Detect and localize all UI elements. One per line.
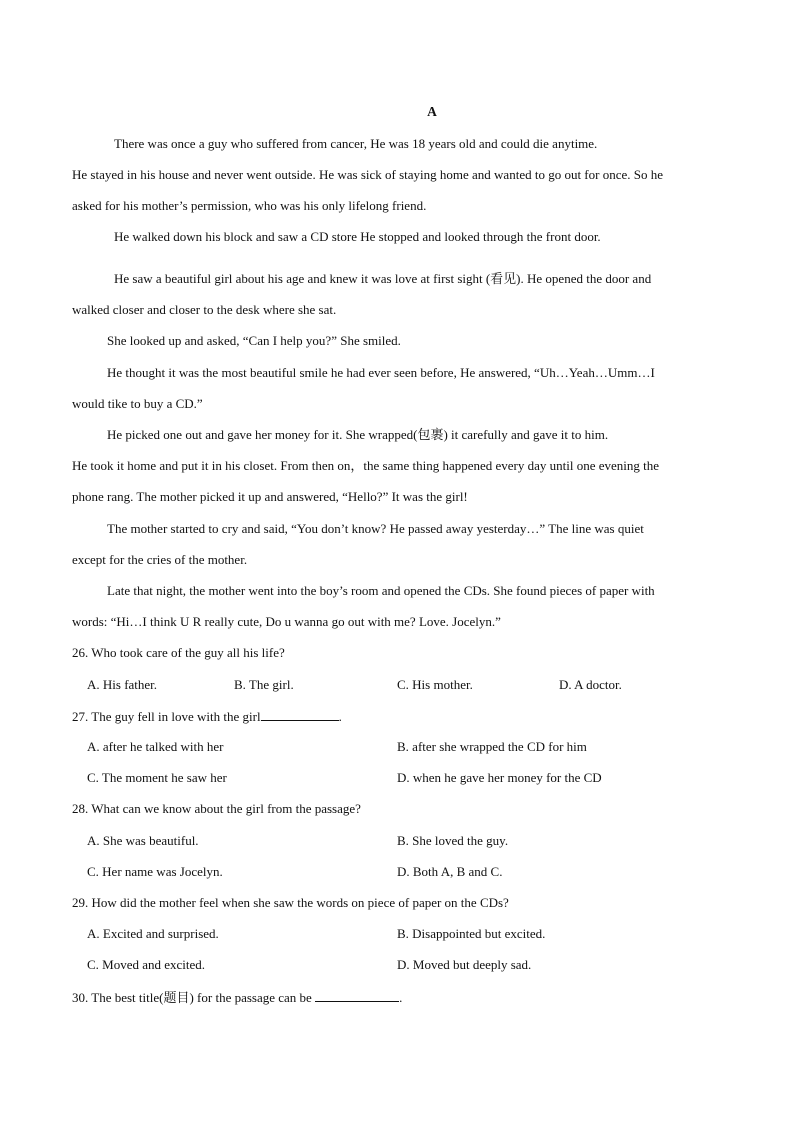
answer-blank[interactable]	[315, 989, 399, 1002]
passage-line: He saw a beautiful girl about his age and knew it was love at first sight (看见). He opened the door and	[114, 271, 652, 286]
passage-line: He walked down his block and saw a CD store He stopped and looked through the front door.	[114, 229, 601, 244]
option-d: D. when he gave her money for the CD	[397, 770, 602, 785]
option-a: A. after he talked with her	[87, 739, 224, 754]
question-stem: 29. How did the mother feel when she saw the words on piece of paper on the CDs?	[72, 895, 509, 910]
option-a: A. Excited and surprised.	[87, 926, 219, 941]
option-b: B. The girl.	[234, 677, 294, 692]
question-stem: 26. Who took care of the guy all his life?	[72, 645, 285, 660]
option-d: D. Moved but deeply sad.	[397, 957, 532, 972]
passage-line: asked for his mother’s permission, who was his only lifelong friend.	[72, 198, 427, 213]
passage-line: He picked one out and gave her money for it. She wrapped(包裹) it carefully and gave it to him.	[107, 427, 609, 442]
passage-line: words: “Hi…I think U R really cute, Do u wanna go out with me? Love. Jocelyn.”	[72, 614, 501, 629]
passage-line: would tike to buy a CD.”	[72, 396, 203, 411]
option-a: A. She was beautiful.	[87, 833, 199, 848]
passage-line: There was once a guy who suffered from cancer, He was 18 years old and could die anytime.	[114, 136, 598, 151]
passage-line: She looked up and asked, “Can I help you?” She smiled.	[107, 333, 401, 348]
passage-line: walked closer and closer to the desk where she sat.	[72, 302, 337, 317]
passage-line: Late that night, the mother went into the boy’s room and opened the CDs. She found pieces of paper with	[107, 583, 655, 598]
option-b: B. She loved the guy.	[397, 833, 509, 848]
passage-line: phone rang. The mother picked it up and answered, “Hello?” It was the girl!	[72, 489, 468, 504]
passage-heading: A	[427, 104, 437, 119]
question-stem: 28. What can we know about the girl from the passage?	[72, 801, 361, 816]
option-a: A. His father.	[87, 677, 158, 692]
option-b: B. Disappointed but excited.	[397, 926, 546, 941]
passage-line: The mother started to cry and said, “You don’t know? He passed away yesterday…” The line was quiet	[107, 521, 644, 536]
question-stem: 30. The best title(题目) for the passage can be	[72, 990, 312, 1005]
option-b: B. after she wrapped the CD for him	[397, 739, 587, 754]
question-stem-end: .	[399, 990, 403, 1005]
question-stem-end: .	[338, 709, 342, 724]
option-d: D. A doctor.	[559, 677, 622, 692]
option-c: C. Moved and excited.	[87, 957, 206, 972]
question-stem-row	[72, 708, 342, 725]
answer-blank[interactable]	[261, 708, 339, 721]
passage-line: He thought it was the most beautiful smile he had ever seen before, He answered, “Uh…Yeah…Umm…I	[107, 365, 655, 380]
question-stem: 27. The guy fell in love with the girl	[72, 709, 261, 724]
option-c: C. Her name was Jocelyn.	[87, 864, 223, 879]
passage-line: He stayed in his house and never went outside. He was sick of staying home and wanted to go out for once. So he	[72, 167, 664, 182]
passage-line: He took it home and put it in his closet. From then on，the same thing happened every day until one evening the	[72, 458, 660, 473]
option-c: C. His mother.	[397, 677, 473, 692]
question-stem-row	[72, 989, 402, 1006]
option-d: D. Both A, B and C.	[397, 864, 503, 879]
option-c: C. The moment he saw her	[87, 770, 227, 785]
passage-line: except for the cries of the mother.	[72, 552, 248, 567]
